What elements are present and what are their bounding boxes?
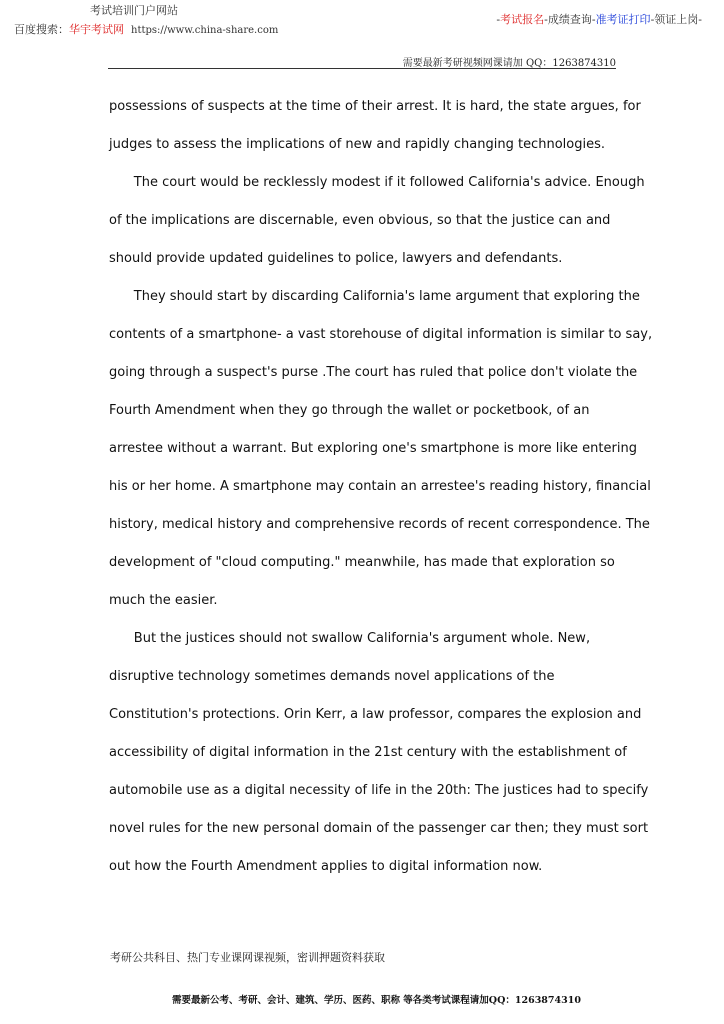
text-line: development of "cloud computing." meanwhile, has made that exploration so bbox=[109, 555, 615, 570]
text-line: arrestee without a warrant. But exploring one's smartphone is more like entering bbox=[109, 441, 637, 456]
text-line: much the easier. bbox=[109, 593, 218, 608]
search-label: 百度搜索： bbox=[14, 23, 69, 36]
nav-sep: - bbox=[591, 13, 596, 26]
text-line: The court would be recklessly modest if it followed California's advice. Enough bbox=[109, 175, 645, 190]
text-line: judges to assess the implications of new and rapidly changing technologies. bbox=[109, 137, 605, 152]
nav-sep: - bbox=[650, 13, 655, 26]
text-line: automobile use as a digital necessity of life in the 20th: The justices had to specify bbox=[109, 783, 649, 798]
text-line: his or her home. A smartphone may contain an arrestee's reading history, financial bbox=[109, 479, 651, 494]
footer-contact: 需要最新公考、考研、会计、建筑、学历、医药、职称 等各类考试课程请加QQ：1263874310 bbox=[172, 995, 581, 1006]
text-line: out how the Fourth Amendment applies to digital information now. bbox=[109, 859, 543, 874]
nav-sep: - bbox=[698, 13, 702, 26]
text-line: history, medical history and comprehensive records of recent correspondence. The bbox=[109, 517, 650, 532]
header-qq-note: 需要最新考研视频网课请加 QQ：1263874310 bbox=[402, 58, 616, 69]
header-divider bbox=[108, 68, 616, 69]
text-line: disruptive technology sometimes demands novel applications of the bbox=[109, 669, 555, 684]
text-line: contents of a smartphone- a vast storehouse of digital information is similar to say, bbox=[109, 327, 653, 342]
text-line: of the implications are discernable, even obvious, so that the justice can and bbox=[109, 213, 611, 228]
header-nav bbox=[496, 11, 702, 27]
nav-link-registration[interactable]: 考试报名 bbox=[500, 13, 545, 26]
text-line: novel rules for the new personal domain of the passenger car then; they must sort bbox=[109, 821, 649, 836]
nav-link-score-query[interactable]: 成绩查询 bbox=[547, 13, 592, 26]
article-body bbox=[109, 88, 653, 886]
text-line: But the justices should not swallow California's argument whole. New, bbox=[109, 631, 591, 646]
nav-link-admission-ticket[interactable]: 准考证打印 bbox=[595, 13, 651, 26]
site-url-link[interactable]: https://www.china-share.com bbox=[131, 25, 279, 36]
nav-link-certificate[interactable]: 领证上岗 bbox=[654, 13, 699, 26]
search-hint bbox=[14, 21, 278, 37]
nav-sep: - bbox=[544, 13, 548, 26]
text-line: accessibility of digital information in the 21st century with the establishment of bbox=[109, 745, 627, 760]
text-line: possessions of suspects at the time of their arrest. It is hard, the state argues, for bbox=[109, 99, 641, 114]
text-line: Constitution's protections. Orin Kerr, a law professor, compares the explosion and bbox=[109, 707, 642, 722]
text-line: should provide updated guidelines to police, lawyers and defendants. bbox=[109, 251, 563, 266]
site-title: 考试培训门户网站 bbox=[90, 4, 178, 17]
text-line: going through a suspect's purse .The court has ruled that police don't violate the bbox=[109, 365, 638, 380]
text-line: Fourth Amendment when they go through the wallet or pocketbook, of an bbox=[109, 403, 590, 418]
nav-sep: - bbox=[496, 13, 501, 26]
text-line: They should start by discarding California's lame argument that exploring the bbox=[109, 289, 640, 304]
site-brand-link[interactable]: 华宇考试网 bbox=[69, 23, 124, 36]
footer-note: 考研公共科目、热门专业课网课视频，密训押题资料获取 bbox=[110, 951, 385, 964]
